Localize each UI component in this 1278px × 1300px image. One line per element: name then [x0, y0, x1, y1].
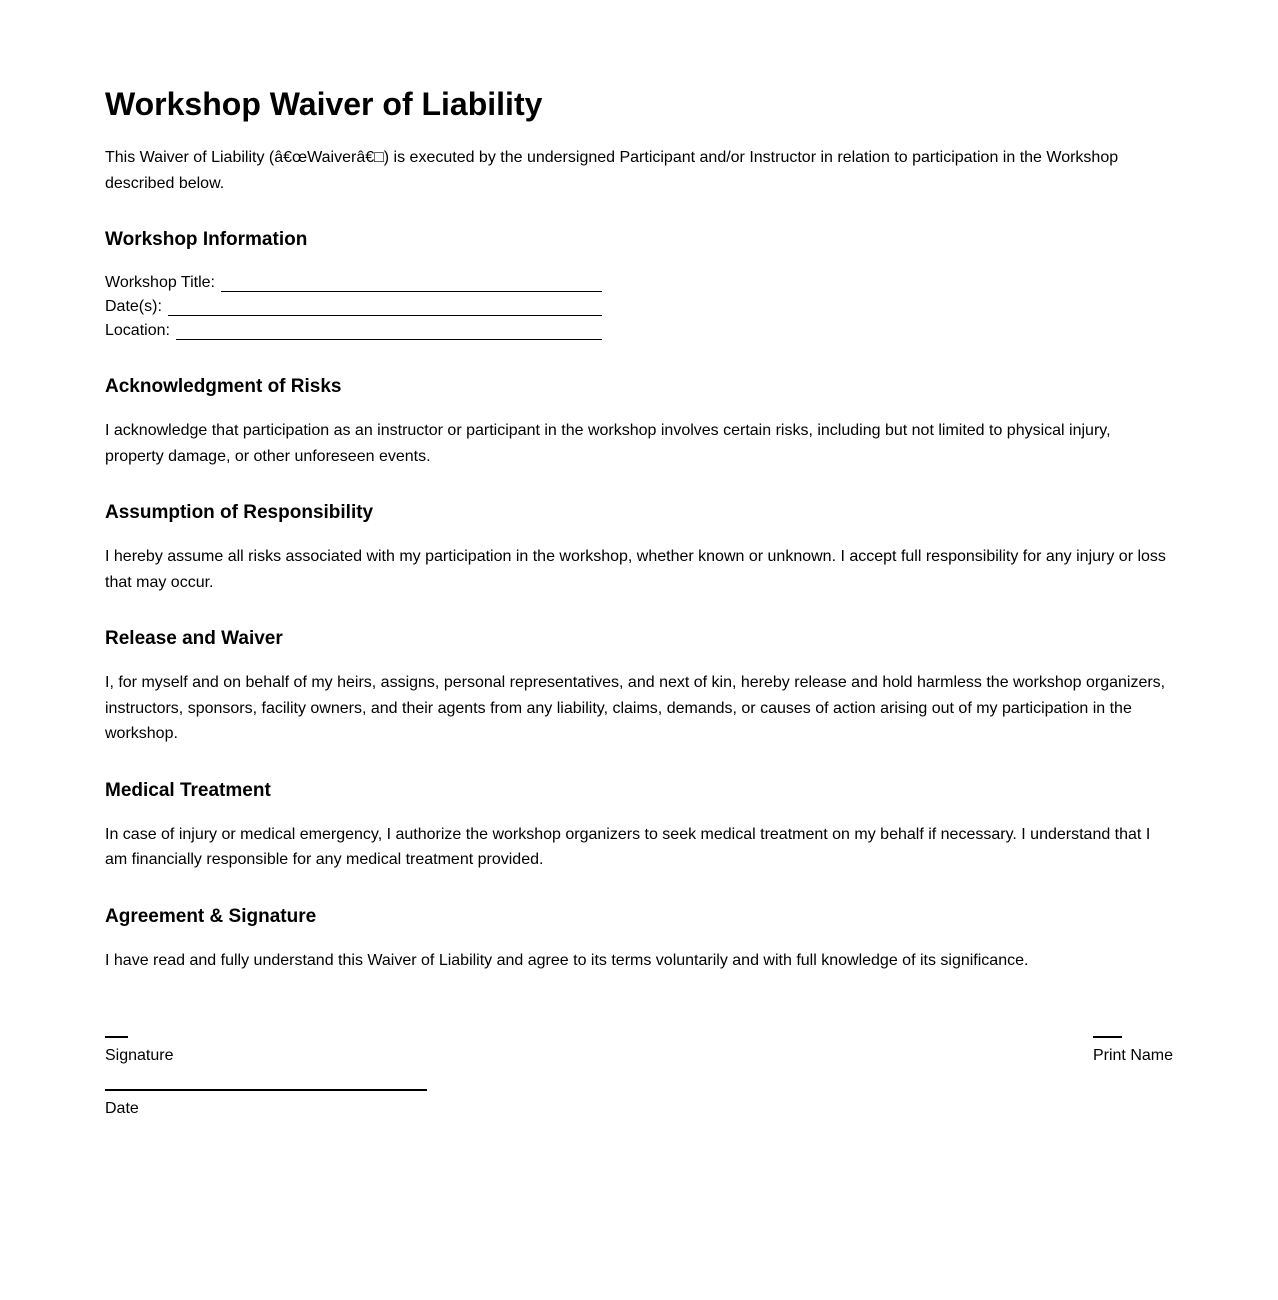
- print-name-block: [1093, 1036, 1173, 1065]
- section-body-agreement: I have read and fully understand this Waiver of Liability and agree to its terms voluntarily and with full knowledge of its significance.: [105, 951, 1029, 969]
- print-name-line: [1093, 1036, 1122, 1038]
- workshop-title-row: [105, 271, 602, 295]
- page-title: Workshop Waiver of Liability: [105, 86, 543, 122]
- section-heading-medical: Medical Treatment: [105, 779, 271, 801]
- section-heading-agreement: Agreement & Signature: [105, 905, 317, 927]
- section-heading-acknowledgment: Acknowledgment of Risks: [105, 376, 342, 397]
- dates-row: [105, 295, 602, 319]
- location-row: [105, 319, 602, 343]
- date-label: Date: [105, 1100, 139, 1117]
- workshop-title-label: Workshop Title:: [105, 274, 215, 291]
- date-block: [105, 1089, 1173, 1118]
- section-body-release: I, for myself and on behalf of my heirs, assigns, personal representatives, and next of kin, hereby release and hold harmless the workshop organizers, instructors, sponsors, facility owners, and their agents from any liability, claims, demands, or causes of action arising out of my participation in the workshop.: [105, 674, 1166, 742]
- workshop-title-blank-line: [221, 271, 602, 292]
- section-body-acknowledgment: I acknowledge that participation as an instructor or participant in the workshop involves certain risks, including but not limited to physical injury, property damage, or other unforeseen events.: [105, 422, 1111, 465]
- print-name-label: Print Name: [1092, 1047, 1173, 1064]
- section-heading-release: Release and Waiver: [105, 628, 283, 649]
- signature-area: [105, 1036, 1173, 1118]
- document-page: [105, 0, 1173, 1118]
- date-line: [105, 1089, 427, 1091]
- section-body-assumption: I hereby assume all risks associated with my participation in the workshop, whether known or unknown. I accept full responsibility for any injury or loss that may occur.: [105, 548, 1166, 591]
- workshop-info-heading: Workshop Information: [105, 229, 308, 250]
- location-label: Location:: [105, 322, 170, 339]
- intro-paragraph: This Waiver of Liability (â€œWaiverâ€□) is executed by the undersigned Participant and/or Instructor in relation to participation in the Workshop described below.: [105, 149, 1119, 192]
- dates-blank-line: [168, 295, 602, 316]
- section-heading-assumption: Assumption of Responsibility: [105, 502, 374, 523]
- signature-label: Signature: [105, 1047, 174, 1064]
- workshop-info-block: [105, 271, 1173, 343]
- signature-line: [105, 1036, 128, 1038]
- signature-print-name-row: [105, 1036, 1173, 1065]
- signature-block: [105, 1036, 174, 1065]
- location-blank-line: [176, 319, 602, 340]
- dates-label: Date(s):: [105, 298, 162, 315]
- section-body-medical: In case of injury or medical emergency, I authorize the workshop organizers to seek medical treatment on my behalf if necessary. I understand that I am financially responsible for any medical treatment provided.: [105, 825, 1151, 868]
